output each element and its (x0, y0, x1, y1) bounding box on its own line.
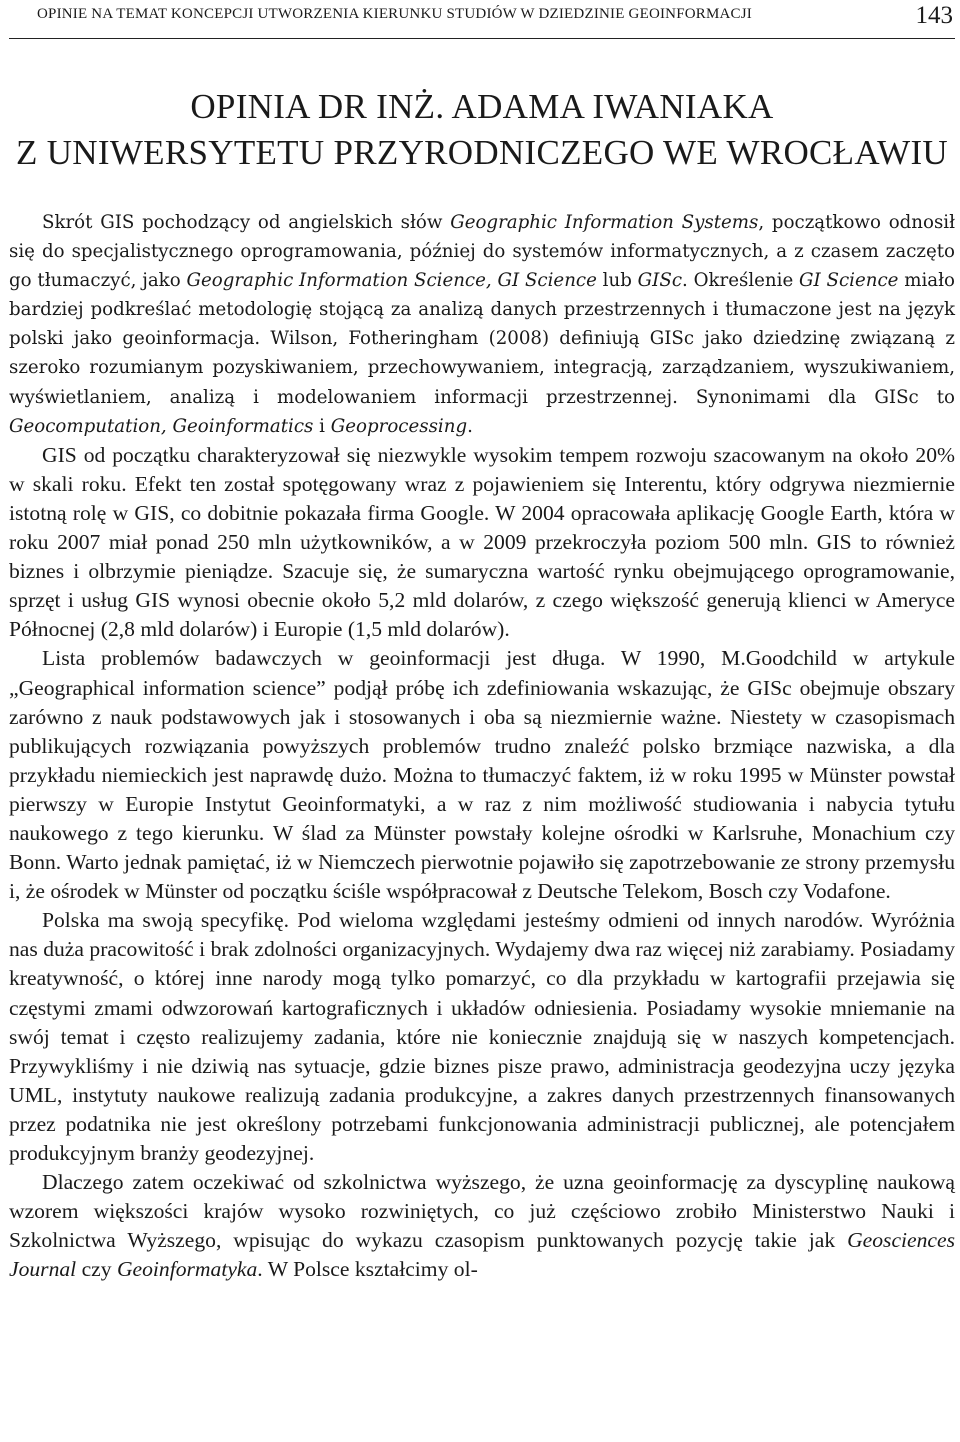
title-line-1: OPINIA DR INŻ. ADAMA IWANIAKA (190, 87, 774, 126)
text-run: czy (76, 1257, 117, 1282)
title-line-2: Z UNIWERSYTETU PRZYRODNICZEGO WE WROCŁAWIU (15, 133, 949, 172)
text-run: . (467, 415, 473, 437)
page-number: 143 (915, 2, 953, 29)
text-run: miało bardziej podkreślać metodologię stojącą za analizą danych przestrzennych i tłumaczone jest na język polski jako geoinformacja. Wilson, Fotheringham (2008) definiują GISc jako dziedzinę związaną z szeroko rozumianym pozyskiwaniem, przechowywaniem, integracją, zarządzaniem, wyszukiwaniem, wyświetlaniem, analizą i modelowaniem informacji przestrzennej. Synonimami dla GISc to (9, 270, 955, 408)
paragraph-4: Polska ma swoją specyfikę. Pod wieloma względami jesteśmy odmieni od innych narodów. Wyróżnia nas duża pracowitość i brak zdolności organizacyjnych. Wydajemy dwa raz więcej niż zarabiamy. Posiadamy kreatywność, o której inne narody mogą tylko pomarzyć, co dla przykładu w kartografii przejawia się częstymi zmami odwzorowań kartograficznych i układów odniesienia. Posiadamy wysokie mniemanie na swój temat i często realizujemy zadania, które nie koniecznie znajdują się w naszych kompetencjach. Przywykliśmy i nie dziwią nas sytuacje, gdzie biznes pisze prawo, administracja geodezyjna uczy języka UML, instytuty naukowe realizują zadania produkcyjne, a zakres danych przestrzennych finansowanych przez podatnika nie jest określony potrzebami funkcjonowania administracji publicznej, ale potencjałem produkcyjnym branży geodezyjnej. (9, 908, 955, 1165)
italic-term: Geoprocessing (330, 415, 468, 437)
text-run: Skrót GIS pochodzący od angielskich słów (42, 212, 451, 233)
running-title: OPINIE NA TEMAT KONCEPCJI UTWORZENIA KIERUNKU STUDIÓW W DZIEDZINIE GEOINFORMACJI (37, 6, 752, 22)
paragraph-1 (9, 208, 955, 441)
text-run: . (682, 270, 688, 292)
text-run: i (313, 415, 331, 437)
italic-term: Geocomputation, Geoinformatics (9, 415, 314, 437)
italic-term: Geoinformatyka (116, 1257, 258, 1282)
paragraph-2: GIS od początku charakteryzował się niezwykle wysokim tempem rozwoju szacowanym na około 20% w skali roku. Efekt ten został spotęgowany wraz z pojawieniem się Interentu, który odgrywa niezmiernie istotną rolę w GIS, co dobitnie pokazała firma Google. W 2004 opracowała aplikację Google Earth, która w roku 2007 miał ponad 250 mln użytkowników, a w 2009 przekroczyła poziom 500 mln. GIS to również biznes i olbrzymie pieniądze. Szacuje się, że sumaryczna wartość rynku obejmującego oprogramowanie, sprzęt i usług GIS wynosi obecnie około 5,2 mld dolarów, z czego większość generują klienci w Ameryce Północnej (2,8 mld dolarów) i Europie (1,5 mld dolarów). (9, 442, 955, 642)
article-title (9, 84, 955, 176)
italic-term: GISc (637, 270, 683, 292)
paragraph-3: Lista problemów badawczych w geoinformacji jest długa. W 1990, M.Goodchild w artykule „Geographical information science” podjął próbę ich zdefiniowania wskazując, że GISc obejmuje obszary zarówno z nauk podstawowych jak i stosowanych i oba są niezmiernie ważne. Niestety w czasopismach publikujących rozwiązania powyższych problemów trudno znaleźć polsko brzmiące nazwiska, a dla przykładu niemieckich jest naprawdę dużo. Można to tłumaczyć faktem, iż w roku 1995 w Münster powstał pierwszy w Europie Instytut Geoinformatyki, a w raz z nim możliwość studiowania i nabycia tytułu naukowego z tego kierunku. W ślad za Münster powstały kolejne ośrodki w Karlsruhe, Monachium czy Bonn. Warto jednak pamiętać, iż w Niemczech pierwotnie pojawiło się zapotrzebowanie ze strony przemysłu i, że ośrodek w Münster od początku ściśle współpracował z Deutsche Telekom, Bosch czy Vodafone. (9, 646, 955, 904)
text-run: , początkowo odnosił się do specjalistycznego oprogramowania, później do systemów informatycznych, a z czasem zaczęto go tłumaczyć, jako (9, 212, 955, 292)
text-run: lub (596, 270, 638, 292)
italic-term: Geographic Information Systems (450, 212, 759, 233)
text-run: . W Polsce kształcimy ol- (257, 1257, 478, 1282)
italic-term: Geographic Information Science, GI Science (186, 270, 597, 292)
italic-term: GI Science (799, 270, 899, 292)
italic-term: Geosciences Journal (9, 1228, 955, 1282)
paragraph-5 (9, 1168, 955, 1284)
text-run: Dlaczego zatem oczekiwać od szkolnictwa wyższego, że uzna geoinformację za dyscyplinę naukową wzorem większości krajów wysoko rozwiniętych, co już częściowo zrobiło Ministerstwo Nauki i Szkolnictwa Wyższego, wpisując do wykazu czasopism punktowanych pozycję takie jak (9, 1170, 955, 1253)
text-run: Określenie (693, 270, 800, 292)
document-page (9, 0, 955, 1284)
running-header (9, 0, 955, 39)
article-body (9, 208, 955, 1284)
